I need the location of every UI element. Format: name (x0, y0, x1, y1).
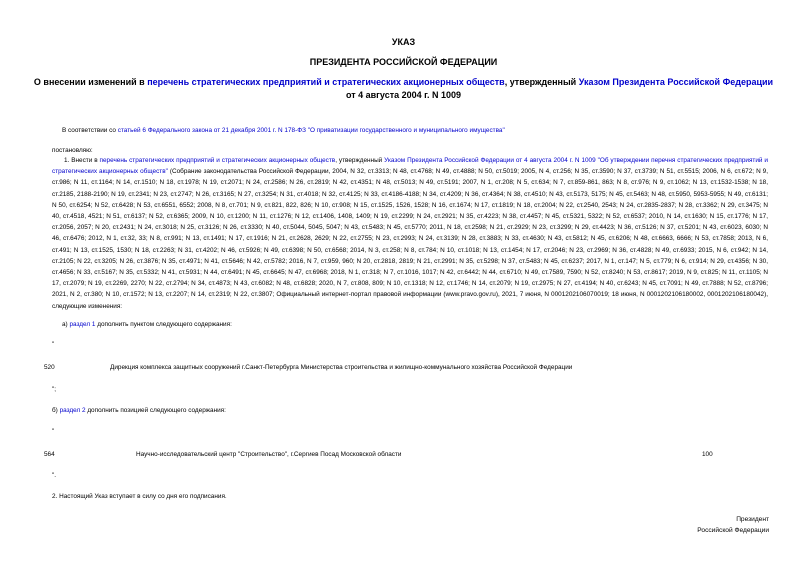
item-b-paragraph (52, 405, 226, 416)
item-a-quote-close: "; (52, 386, 57, 393)
heading-text: от 4 августа 2004 г. N 1009 (345, 90, 462, 100)
item-a-quote-open: " (52, 341, 55, 348)
heading-link-decree[interactable]: Указом Президента Российской Федерации (578, 77, 774, 87)
item-a-row-number: 520 (44, 364, 55, 371)
item-a-paragraph (62, 319, 232, 330)
signature-org: Российской Федерации (697, 527, 769, 534)
heading-text: , утвержденный (504, 77, 579, 87)
section-1-link[interactable]: раздел 1 (69, 321, 96, 328)
intro-text: В соответствии со (62, 127, 118, 134)
document-heading (0, 76, 807, 102)
item-a-text: а) (62, 321, 70, 328)
postanovlyayu: постановляю: (52, 147, 93, 154)
point-1-text: 1. Внести в (64, 157, 100, 164)
signature-title: Президент (736, 516, 769, 523)
item-b-row-text: Научно-исследовательский центр "Строительство", г.Сергиев Посад Московской области (136, 451, 402, 458)
point-1-decree-link[interactable]: Указом Президента Российской Федерации от 4 августа 2004 г. N 1009 "Об утверждении перечня стратегических предприятий и стратегических акционерных обществ" (52, 157, 768, 176)
item-b-quote-open: " (52, 428, 55, 435)
heading-link-list[interactable]: перечень стратегических предприятий и стратегических акционерных обществ (147, 77, 505, 87)
signature-block (697, 514, 769, 536)
heading-text: О внесении изменений в (33, 77, 148, 87)
item-b-text: б) (52, 407, 60, 414)
item-b-row-value: 100 (702, 451, 713, 458)
point-1-paragraph (52, 155, 768, 312)
point-2-paragraph: 2. Настоящий Указ вступает в силу со дня его подписания. (52, 493, 227, 500)
intro-paragraph (62, 125, 505, 136)
point-1-list-link[interactable]: перечень стратегических предприятий и стратегических акционерных обществ (99, 157, 336, 164)
section-2-link[interactable]: раздел 2 (59, 407, 86, 414)
item-a-text: дополнить пунктом следующего содержания: (95, 321, 232, 328)
point-1-sources: (Собрание законодательства Российской Федерации, 2004, N 32, ст.3313; N 48, ст.4768; N 49, ст.4888; N 50, ст.5019; 2005, N 4, ст.256; N 35, ст.3590; N 37, ст.3739; N 51, ст.5515; 2006, N 6, ст.672; N 9, ст.986; N 11, ст.1164; N 14, ст.1510; N 18, ст.1978; N 19, ст.2071; N 24, ст.2586; N 26, ст.2819; N 42, ст.4351; N 48, ст.5013; N 49, ст.5191; 2007, N 1, ст.208; N 5, ст.634; N 7, ст.859-861, 863; N 8, ст.976; N 9, ст.1062; N 13, ст.1532-1538; N 18, ст.2185, 2188-2190; N 19, ст.2341; N 23, ст.2747; N 26, ст.3165; N 27, ст.3254; N 31, ст.4018; N 32, ст.4125; N 33, ст.4186-4188; N 34, ст.4209; N 36, ст.4364; N 38, ст.4510; N 43, ст.5173, 5175; N 45, ст.5463; N 48, ст.5950, 5953-5955; N 49, ст.6131; N 50, ст.6254; N 52, ст.6428; N 53, ст.6551, 6552; 2008, N 8, ст.701; N 9, ст.821, 822, 826; N 10, ст.908; N 15, ст.1525, 1526, 1528; N 16, ст.1674; N 17, ст.1819; N 18, ст.2004; N 22, ст.2540, 2543; N 24, ст.2835-2837; N 28, ст.3362; N 29, ст.3475; N 40, ст.4518, 4521; N 51, ст.6137; N 52, ст.6365; 2009, N 10, ст.1200; N 11, ст.1276; N 12, ст.1406, 1408, 1409; N 19, ст.2299; N 24, ст.2921; N 35, ст.4223; N 38, ст.4457; N 45, ст.5321, 5322; N 52, ст.6537; 2010, N 14, ст.1630; N 15, ст.1776; N 17, ст.2056, 2057; N 20, ст.2431; N 24, ст.3018; N 25, ст.3126; N 26, ст.3330; N 40, ст.5044, 5045, 5047; N 43, ст.5483; N 45, ст.5770; 2011, N 18, ст.2598; N 21, ст.2929; N 23, ст.3299; N 29, ст.4423; N 36, ст.5126; N 37, ст.5201; N 43, ст.6023, 6030; N 46, ст.6476; 2012, N 1, ст.32, 33; N 8, ст.991; N 13, ст.1491; N 17, ст.1916; N 21, ст.2628, 2629; N 22, ст.2755; N 23, ст.2993; N 24, ст.3139; N 28, ст.3883; N 33, ст.4630; N 43, ст.5812; N 45, ст.6206; N 48, ст.6663, 6666; N 53, ст.7858; 2013, N 6, ст.491; N 13, ст.1525, 1530; N 18, ст.2263; N 31, ст.4202; N 46, ст.5926; N 49, ст.6398; N 50, ст.6568; 2014, N 3, ст.258; N 8, ст.784; N 10, ст.1018; N 13, ст.1454; N 17, ст.2046; N 23, ст.2969; N 36, ст.4828; N 49, ст.6933; 2015, N 6, ст.942; N 14, ст.2105; N 22, ст.3205; N 26, ст.3876; N 35, ст.4971; N 41, ст.5646; N 42, ст.5782; 2016, N 7, ст.959, 960; N 20, ст.2818, 2819; N 21, ст.2991; N 35, ст.5298; N 37, ст.5483; N 45, ст.6237; 2017, N 1, ст.147; N 5, ст.779; N 6, ст.914; N 29, ст.4356; N 30, ст.4656; N 33, ст.5167; N 35, ст.5332; N 41, ст.5931; N 44, ст.6491; N 45, ст.6645; N 47, ст.6968; 2018, N 1, ст.318; N 7, ст.1016, 1017; N 42, ст.6442; N 44, ст.6710; N 49, ст.7589, 7590; N 52, ст.8240; N 53, ст.8617; 2019, N 9, ст.825; N 11, ст.1105; N 17, ст.2079; N 19, ст.2269, 2270; N 22, ст.2794; N 34, ст.4873; N 43, ст.6082; N 48, ст.6828; 2020, N 7, ст.808, 809; N 10, ст.1318; N 12, ст.1746; N 14, ст.2079; N 19, ст.2975; N 27, ст.4194; N 40, ст.6243; N 45, ст.7091; N 49, ст.7888; N 52, ст.8796; 2021, N 2, ст.380; N 10, ст.1572; N 13, ст.2207; N 14, ст.2319; N 22, ст.3807; Официальный интернет-портал правовой информации (www.pravo.gov.ru), 2021, 7 июня, N 0001202106070019; 18 июня, N 0001202106180002, 0001202106180042), следующие изменения: (52, 168, 769, 310)
item-b-row-number: 564 (44, 451, 55, 458)
item-b-quote-close: ". (52, 472, 57, 479)
point-1-text: , утвержденный (335, 157, 385, 164)
document-subtitle: ПРЕЗИДЕНТА РОССИЙСКОЙ ФЕДЕРАЦИИ (309, 57, 498, 67)
item-b-text: дополнить позицией следующего содержания: (85, 407, 226, 414)
item-a-row-text: Дирекция комплекса защитных сооружений г.Санкт-Петербурга Министерства строительства и жилищно-коммунального хозяйства Российской Федерации (110, 364, 573, 371)
document-title: УКАЗ (391, 37, 416, 47)
law-article-link[interactable]: статьей 6 Федерального закона от 21 декабря 2001 г. N 178-ФЗ "О приватизации государственного и муниципального имущества" (117, 127, 505, 134)
